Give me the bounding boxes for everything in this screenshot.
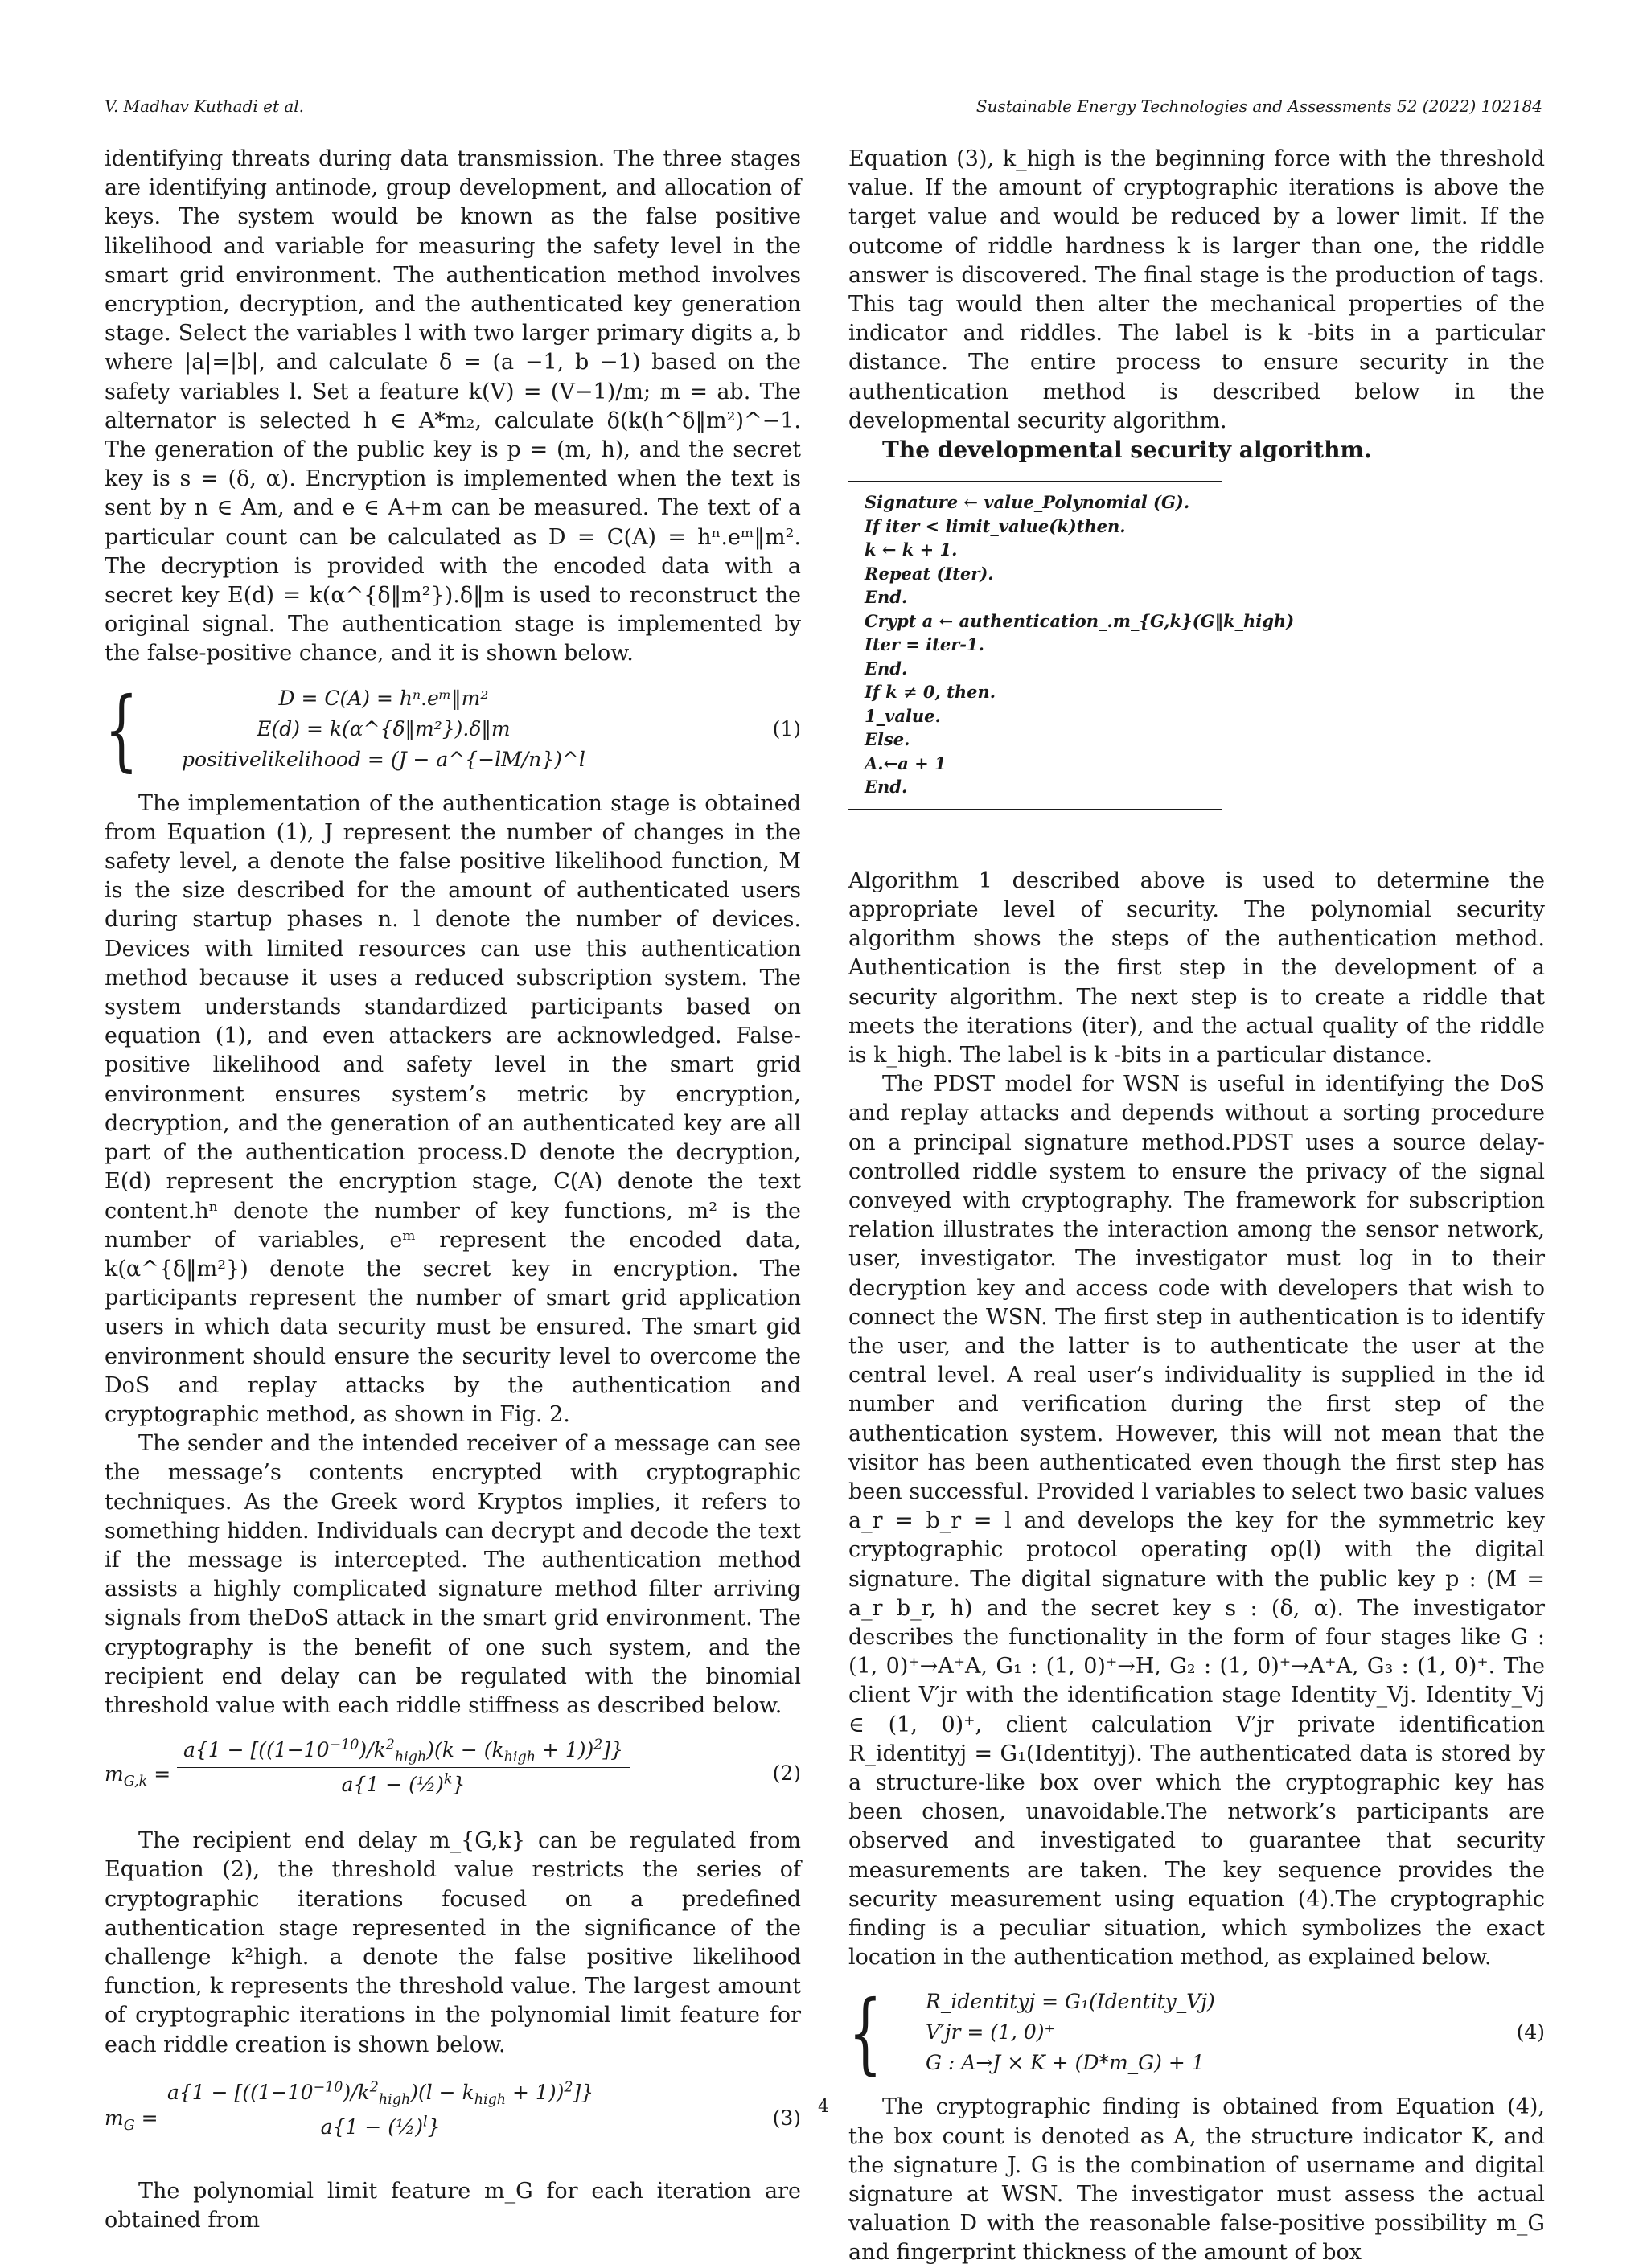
algorithm-line: End. bbox=[865, 658, 908, 679]
algorithm-title: The developmental security algorithm. bbox=[882, 437, 1372, 464]
equation-number: (4) bbox=[1516, 2020, 1545, 2044]
equation-1 bbox=[105, 677, 801, 781]
equation-3: $m_G$ = $a\{1 - [((1-10^{-10})/k^2_{high})(l - k_{high} + 1))^2]$} a{1 − (½)$^l$} (3) bbox=[105, 2074, 801, 2163]
equation-line: G : A→J × K + (D*m_G) + 1 bbox=[926, 2051, 1205, 2075]
equation-2: $m_{G,k}$ = $a\{1 - [((1-10^{-10})/k^2_{high})(k - (k_{high} + 1))^2]\}$ a{1 − (½)$^k$} (2) bbox=[105, 1735, 801, 1812]
equation-number: (1) bbox=[772, 716, 801, 740]
page-number: 4 bbox=[818, 2097, 829, 2117]
paragraph: The implementation of the authentication stage is obtained from Equation (1), J represent the number of changes in the safety level, a denote the false positive likelihood function, M is the size described for the amount of authenticated users during startup phases n. l denote the number of devices. Devices with limited resources can use this authentication method because it uses a reduced subscription system. The system understands standardized participants based on equation (1), and even attackers are acknowledged. False-positive likelihood and safety level in the smart grid environment ensures system’s metric by encryption, decryption, and the generation of an authenticated key are all part of the authentication process.D denote the decryption, E(d) represent the encryption stage, C(A) denote the text content.hⁿ denote the number of key functions, m² is the number of variables, eᵐ represent the encoded data, k(α^{δ‖m²}) denote the secret key in encryption. The participants represent the number of smart grid application users in which data security must be ensured. The smart gid environment should ensure the security level to overcome the DoS and replay attacks by the authentication and cryptographic method, as shown in Fig. 2. bbox=[105, 790, 801, 1427]
algorithm-line: If k ≠ 0, then. bbox=[865, 682, 996, 703]
paragraph: The PDST model for WSN is useful in identifying the DoS and replay attacks and depends without a sorting procedure on a principal signature method.PDST uses a source delay-controlled riddle system to ensure the privacy of the signal conveyed with cryptography. The framework for subscription relation illustrates the interaction among the sensor network, user, investigator. The investigator must log in to their decryption key and access code with developers that wish to connect the WSN. The first step in authentication is to identify the user, and the latter is to authenticate the user at the central level. A real user’s individuality is supplied in the id number and verification during the first step of the authentication system. However, this will not mean that the visitor has been authenticated even though the first step has been successful. Provided l variables to select two basic values a_r = b_r = l and develops the key for the symmetric key cryptographic protocol operating op(l) with the digital signature. The digital signature with the public key p : (M = a_r b_r, h) and the secret key s : (δ, α). The investigator describes the functionality in the form of four stages like G : (1, 0)⁺→A⁺A, G₁ : (1, 0)⁺→H, G₂ : (1, 0)⁺→A⁺A, G₃ : (1, 0)⁺. The client V′jr with the identification stage Identity_Vj. Identity_Vj ∈ (1, 0)⁺, client calculation V′jr private identification R_identityj = G₁(Identityj). The authenticated data is stored by a structure-like box over which the cryptographic key has been chosen, unavoidable.The network’s participants are observed and investigated to guarantee that security measurements are taken. The key sequence provides the security measurement using equation (4).The cryptographic finding is a peculiar situation, which symbolizes the exact location in the authentication method, as explained below. bbox=[848, 1072, 1545, 1971]
equation-4 bbox=[848, 1981, 1545, 2085]
running-header-authors: V. Madhav Kuthadi et al. bbox=[105, 96, 305, 116]
algorithm-line: Crypt a ← authentication_.m_{G,k}(G‖k_high) bbox=[865, 610, 1295, 631]
algorithm-box bbox=[848, 481, 1295, 810]
equation-line: R_identityj = G₁(Identity_Vj) bbox=[926, 1990, 1215, 2014]
left-column bbox=[105, 145, 801, 2235]
algorithm-line: Signature ← value_Polynomial (G). bbox=[865, 492, 1190, 513]
equation-line: V′jr = (1, 0)⁺ bbox=[926, 2020, 1055, 2044]
algorithm-line: Iter = iter-1. bbox=[865, 634, 984, 655]
algorithm-line: Else. bbox=[865, 729, 910, 750]
paragraph: Algorithm 1 described above is used to determine the appropriate level of security. The polynomial security algorithm shows the steps of the authentication method. Authentication is the first step in the development of a security algorithm. The next step is to create a riddle that meets the iterations (iter), and the actual quality of the riddle is k_high. The label is k -bits in a particular distance. bbox=[848, 867, 1545, 1068]
running-header-journal: Sustainable Energy Technologies and Assessments 52 (2022) 102184 bbox=[975, 96, 1542, 116]
right-column bbox=[848, 145, 1545, 2268]
algorithm-line: End. bbox=[865, 587, 908, 608]
equation-number: (2) bbox=[772, 1761, 801, 1786]
paragraph: The cryptographic finding is obtained from Equation (4), the box count is denoted as A, the structure indicator K, and the signature J. G is the combination of username and digital signature at WSN. The investigator must assess the actual valuation D with the reasonable false-positive possibility m_G and fingerprint thickness of the amount of box bbox=[848, 2094, 1545, 2266]
algorithm-line: If iter < limit_value(k)then. bbox=[865, 515, 1126, 536]
algorithm-line: A.←a + 1 bbox=[865, 753, 947, 773]
equation-line: E(d) = k(α^{δ‖m²}).δ‖m bbox=[257, 716, 511, 740]
equation-line: positivelikelihood = (J − a^{−lM/n})^l bbox=[182, 747, 585, 771]
equation-line: D = C(A) = hⁿ.eᵐ‖m² bbox=[278, 686, 489, 710]
equation-number: (3) bbox=[772, 2106, 801, 2130]
paragraph: identifying threats during data transmission. The three stages are identifying antinode, group development, and allocation of keys. The system would be known as the false positive likelihood and variable for measuring the safety level in the smart grid environment. The authentication method involves encryption, decryption, and the authenticated key generation stage. Select the variables l with two larger primary digits a, b where |a|=|b|, and calculate δ = (a −1, b −1) based on the safety variables l. Set a feature k(V) = (V−1)/m; m = ab. The alternator is selected h ∈ A*m₂, calculate δ(k(h^δ‖m²)^−1. The generation of the public key is p = (m, h), and the secret key is s = (δ, α). Encryption is implemented when the text is sent by n ∈ Am, and e ∈ A+m can be measured. The text of a particular count can be calculated as D = C(A) = hⁿ.eᵐ‖m². The decryption is provided with the encoded data with a secret key E(d) = k(α^{δ‖m²}).δ‖m is used to reconstruct the original signal. The authentication stage is implemented by the false-positive chance, and it is shown below. bbox=[105, 146, 801, 666]
algorithm-line: End. bbox=[865, 777, 908, 798]
paragraph: The polynomial limit feature m_G for each iteration are obtained from bbox=[105, 2178, 801, 2233]
algorithm-line: Repeat (Iter). bbox=[865, 563, 994, 584]
algorithm-line: 1_value. bbox=[865, 705, 941, 726]
paragraph: Equation (3), k_high is the beginning force with the threshold value. If the amount of cryptographic iterations is above the target value and would be reduced by a lower limit. If the outcome of riddle hardness k is larger than one, the riddle answer is discovered. The final stage is the production of tags. This tag would then alter the mechanical properties of the indicator and riddles. The label is k -bits in a particular distance. The entire process to ensure security in the authentication method is described below in the developmental security algorithm. bbox=[848, 146, 1545, 433]
left-brace-icon: { bbox=[848, 1981, 882, 2085]
algorithm-line: k ← k + 1. bbox=[865, 539, 958, 560]
left-brace-icon: { bbox=[105, 677, 138, 781]
paragraph: The recipient end delay m_{G,k} can be regulated from Equation (2), the threshold value restricts the series of cryptographic iterations focused on a predefined authentication stage represented in the significance of the challenge k²high. a denote the false positive likelihood function, k represents the threshold value. The largest amount of cryptographic iterations in the polynomial limit feature for each riddle creation is shown below. bbox=[105, 1828, 801, 2057]
paragraph: The sender and the intended receiver of a message can see the message’s contents encrypted with cryptographic techniques. As the Greek word Kryptos implies, it refers to something hidden. Individuals can decrypt and decode the text if the message is intercepted. The authentication method assists a highly complicated signature method filter arriving signals from theDoS attack in the smart grid environment. The cryptography is the benefit of one such system, and the recipient end delay can be regulated with the binomial threshold value with each riddle stiffness as described below. bbox=[105, 1431, 801, 1718]
